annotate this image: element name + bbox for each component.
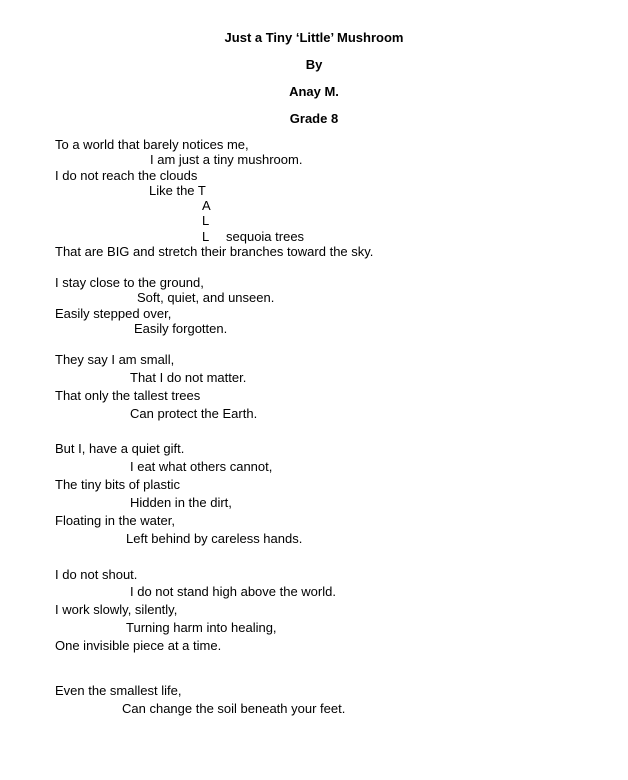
poem-line: But I, have a quiet gift. xyxy=(55,441,185,456)
poem-line: Turning harm into healing, xyxy=(126,620,277,635)
tall-letter-l: L xyxy=(202,229,210,244)
poem-line: I work slowly, silently, xyxy=(55,602,178,617)
poem-line: To a world that barely notices me, xyxy=(55,137,249,152)
poem-line: I stay close to the ground, xyxy=(55,275,204,290)
poem-line: That only the tallest trees xyxy=(55,388,201,403)
author-name: Anay M. xyxy=(289,84,339,99)
poem-line: I do not shout. xyxy=(55,567,138,582)
poem-line: Left behind by careless hands. xyxy=(126,531,303,546)
poem-line: I am just a tiny mushroom. xyxy=(150,152,303,167)
poem-line: Hidden in the dirt, xyxy=(130,495,232,510)
poem-line: I eat what others cannot, xyxy=(130,459,273,474)
byline-label: By xyxy=(305,57,323,72)
poem-line: One invisible piece at a time. xyxy=(55,638,222,653)
poem-line: The tiny bits of plastic xyxy=(55,477,180,492)
poem-line: Floating in the water, xyxy=(55,513,175,528)
poem-line: Can protect the Earth. xyxy=(130,406,258,421)
poem-line: I do not stand high above the world. xyxy=(130,584,336,599)
tall-letter-a: A xyxy=(202,198,211,213)
poem-line: That are BIG and stretch their branches toward the sky. xyxy=(55,244,374,259)
poem-line: I do not reach the clouds xyxy=(55,168,198,183)
poem-line: Can change the soil beneath your feet. xyxy=(122,701,346,716)
poem-line: Easily stepped over, xyxy=(55,306,172,321)
poem-line: That I do not matter. xyxy=(130,370,247,385)
poem-title: Just a Tiny ‘Little’ Mushroom xyxy=(224,30,404,45)
poem-line: Easily forgotten. xyxy=(134,321,228,336)
poem-line: Soft, quiet, and unseen. xyxy=(137,290,275,305)
tall-letter-l: L xyxy=(202,213,210,228)
grade-label: Grade 8 xyxy=(289,111,339,126)
poem-line: Even the smallest life, xyxy=(55,683,182,698)
poem-line: They say I am small, xyxy=(55,352,175,367)
poem-line: Like the T xyxy=(149,183,206,198)
poem-line: sequoia trees xyxy=(226,229,305,244)
